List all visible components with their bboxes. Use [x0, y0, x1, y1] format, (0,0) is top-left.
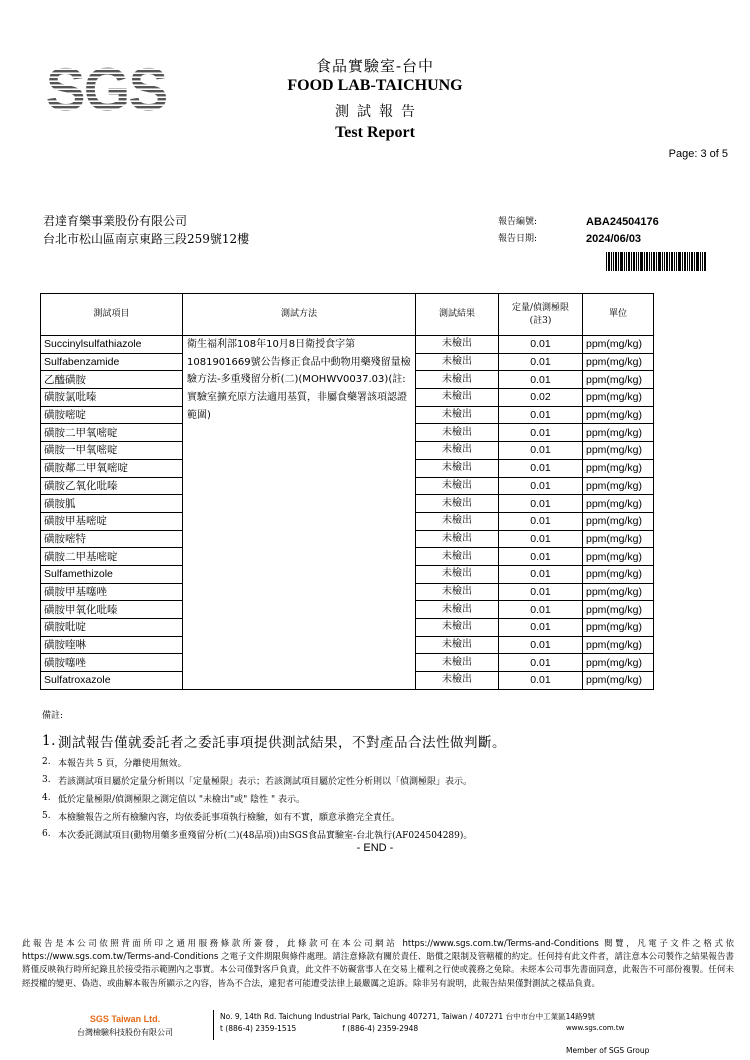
- footer-member: Member of SGS Group: [566, 1046, 650, 1055]
- footer-divider: [213, 1010, 214, 1040]
- test-limit: 0.01: [499, 565, 583, 583]
- footer-contact: [220, 1024, 464, 1033]
- lab-name-zh: 食品實驗室-台中: [315, 57, 435, 75]
- test-limit: 0.01: [499, 601, 583, 619]
- test-limit: 0.01: [499, 654, 583, 672]
- note-item: 6. 本次委託測試項目(動物用藥多重殘留分析(二)(48品項))由SGS食品實驗室-台北執行(AF024504289)。: [42, 829, 473, 841]
- test-result: 未檢出: [416, 389, 499, 407]
- test-item: 磺胺喹啉: [41, 636, 183, 654]
- test-result: 未檢出: [416, 619, 499, 637]
- footer: [0, 1008, 750, 1060]
- report-date-label: 報告日期:: [498, 234, 538, 244]
- notes: [42, 708, 506, 843]
- footer-brand-zh: 台灣檢驗科技股份有限公司: [77, 1028, 173, 1037]
- report-date: 2024/06/03: [586, 233, 642, 245]
- header-unit: 單位: [583, 294, 654, 336]
- test-result: 未檢出: [416, 353, 499, 371]
- test-item: 磺胺嘧特: [41, 530, 183, 548]
- note-item: 3. 若該測試項目屬於定量分析則以「定量極限」表示；若該測試項目屬於定性分析則以「偵測極限」表示。: [42, 775, 473, 787]
- test-limit: 0.01: [499, 512, 583, 530]
- test-limit: 0.01: [499, 548, 583, 566]
- lab-name-en: FOOD LAB-TAICHUNG: [287, 77, 463, 94]
- test-result: 未檢出: [416, 336, 499, 354]
- test-unit: ppm(mg/kg): [583, 672, 654, 690]
- header-item: 測試項目: [41, 294, 183, 336]
- test-item: Sulfamethizole: [41, 565, 183, 583]
- test-result: 未檢出: [416, 530, 499, 548]
- header-limit: 定量/偵測極限(註3): [499, 294, 583, 336]
- test-unit: ppm(mg/kg): [583, 406, 654, 424]
- test-item: 磺胺甲氧化吡嗪: [41, 601, 183, 619]
- test-limit: 0.01: [499, 459, 583, 477]
- footer-address: No. 9, 14th Rd. Taichung Industrial Park, Taichung 407271, Taiwan / 407271 台中市台中工業區14路9號: [220, 1012, 595, 1021]
- test-unit: ppm(mg/kg): [583, 619, 654, 637]
- table-header-row: [41, 294, 654, 336]
- test-unit: ppm(mg/kg): [583, 353, 654, 371]
- sgs-logo: [46, 58, 166, 116]
- test-item: 磺胺吡啶: [41, 619, 183, 637]
- test-unit: ppm(mg/kg): [583, 530, 654, 548]
- test-item: 磺胺嘧啶: [41, 406, 183, 424]
- test-result: 未檢出: [416, 459, 499, 477]
- test-item: 磺胺二甲基嘧啶: [41, 548, 183, 566]
- client-address: 台北市松山區南京東路三段259號12樓: [43, 232, 250, 246]
- test-result: 未檢出: [416, 371, 499, 389]
- test-limit: 0.01: [499, 477, 583, 495]
- test-result: 未檢出: [416, 548, 499, 566]
- test-result: 未檢出: [416, 636, 499, 654]
- test-unit: ppm(mg/kg): [583, 371, 654, 389]
- test-result: 未檢出: [416, 583, 499, 601]
- test-unit: ppm(mg/kg): [583, 548, 654, 566]
- test-unit: ppm(mg/kg): [583, 424, 654, 442]
- test-limit: 0.01: [499, 619, 583, 637]
- test-item: Sulfatroxazole: [41, 672, 183, 690]
- test-item: 乙醯磺胺: [41, 371, 183, 389]
- test-unit: ppm(mg/kg): [583, 389, 654, 407]
- test-item: 磺胺乙氧化吡嗪: [41, 477, 183, 495]
- test-unit: ppm(mg/kg): [583, 583, 654, 601]
- test-unit: ppm(mg/kg): [583, 654, 654, 672]
- test-result: 未檢出: [416, 442, 499, 460]
- table-row: [41, 336, 654, 354]
- disclaimer: 此報告是本公司依照背面所印之通用服務條款所簽發，此條款可在本公司網站 https://www.sgs.com.tw/Terms-and-Conditions 閱覽，凡電子文件之格式依 https://www.sgs.com.tw/Terms-and-Conditions 之電子文件期限與條件處理。請注意條款有關於責任、賠償之限制及管轄權的約定。任何持有此文件者，請注意本公司製作之結果報告書將僅反映執行時所紀錄且於接受指示範圍內之事實。本公司僅對客戶負責，此文件不妨礙當事人在交易上權利之行使或義務之免除。未經本公司事先書面同意，此報告不可部份複製。任何未經授權的變更、偽造、或曲解本報告所顯示之內容，皆為不合法，違犯者可能遭受法律上最嚴厲之追訴。除非另有說明，此報告結果僅對測試之樣品負責。: [22, 939, 734, 989]
- note-item: 5. 本檢驗報告之所有檢驗內容，均依委託事項執行檢驗，如有不實，願意承擔完全責任。: [42, 811, 401, 823]
- test-unit: ppm(mg/kg): [583, 512, 654, 530]
- footer-brand-en: SGS Taiwan Ltd.: [89, 1014, 161, 1024]
- end-marker: - END -: [356, 842, 394, 854]
- test-limit: 0.01: [499, 583, 583, 601]
- test-item: 磺胺氯吡嗪: [41, 389, 183, 407]
- test-result: 未檢出: [416, 654, 499, 672]
- footer-fax: f (886-4) 2359-2948: [342, 1024, 419, 1033]
- test-result: 未檢出: [416, 512, 499, 530]
- test-limit: 0.01: [499, 530, 583, 548]
- test-limit: 0.01: [499, 636, 583, 654]
- test-limit: 0.01: [499, 371, 583, 389]
- svg-text:SGS: SGS: [46, 58, 166, 116]
- test-unit: ppm(mg/kg): [583, 477, 654, 495]
- test-result: 未檢出: [416, 601, 499, 619]
- header-result: 測試結果: [416, 294, 499, 336]
- report-number-label: 報告編號:: [498, 217, 538, 227]
- test-result: 未檢出: [416, 565, 499, 583]
- header-method: 測試方法: [183, 294, 416, 336]
- test-item: Succinylsulfathiazole: [41, 336, 183, 354]
- test-unit: ppm(mg/kg): [583, 636, 654, 654]
- notes-title: 備註:: [42, 711, 64, 721]
- test-item: 磺胺二甲氧嘧啶: [41, 424, 183, 442]
- test-method: 衛生福利部108年10月8日衛授食字第1081901669號公告修正食品中動物用藥殘留量檢驗方法-多重殘留分析(二)(MOHWV0037.03)(註:實驗室擴充原方法適用基質，非屬食藥署該項認證範圍): [183, 336, 416, 690]
- test-item: 磺胺甲基噻唑: [41, 583, 183, 601]
- test-result: 未檢出: [416, 424, 499, 442]
- test-limit: 0.01: [499, 495, 583, 513]
- test-limit: 0.01: [499, 424, 583, 442]
- test-item: 磺胺甲基嘧啶: [41, 512, 183, 530]
- test-item: 磺胺胍: [41, 495, 183, 513]
- test-result: 未檢出: [416, 495, 499, 513]
- test-result: 未檢出: [416, 406, 499, 424]
- test-result: 未檢出: [416, 672, 499, 690]
- test-limit: 0.01: [499, 406, 583, 424]
- page-number: Page: 3 of 5: [668, 148, 728, 160]
- test-item: Sulfabenzamide: [41, 353, 183, 371]
- test-item: 磺胺一甲氧嘧啶: [41, 442, 183, 460]
- footer-website[interactable]: www.sgs.com.tw: [566, 1024, 625, 1032]
- test-item: 磺胺鄰二甲氧嘧啶: [41, 459, 183, 477]
- report-title-zh: 測試報告: [335, 104, 423, 120]
- test-unit: ppm(mg/kg): [583, 495, 654, 513]
- test-unit: ppm(mg/kg): [583, 459, 654, 477]
- note-item: 2. 本報告共 5 頁，分離使用無效。: [42, 757, 187, 769]
- test-unit: ppm(mg/kg): [583, 601, 654, 619]
- note-item: 4. 低於定量極限/偵測極限之測定值以 "未檢出"或" 陰性 " 表示。: [42, 793, 306, 805]
- test-limit: 0.01: [499, 353, 583, 371]
- test-unit: ppm(mg/kg): [583, 565, 654, 583]
- report-number: ABA24504176: [586, 216, 659, 228]
- test-unit: ppm(mg/kg): [583, 442, 654, 460]
- client-name: 君達育樂事業股份有限公司: [43, 214, 188, 228]
- report-meta: [498, 214, 659, 248]
- note-item: 1. 測試報告僅就委託者之委託事項提供測試結果，不對產品合法性做判斷。: [42, 733, 506, 751]
- test-result: 未檢出: [416, 477, 499, 495]
- test-limit: 0.01: [499, 336, 583, 354]
- results-table: [40, 293, 654, 690]
- report-title-en: Test Report: [335, 124, 415, 141]
- test-item: 磺胺噻唑: [41, 654, 183, 672]
- barcode: [606, 252, 706, 271]
- test-limit: 0.02: [499, 389, 583, 407]
- test-unit: ppm(mg/kg): [583, 336, 654, 354]
- test-limit: 0.01: [499, 442, 583, 460]
- test-limit: 0.01: [499, 672, 583, 690]
- footer-tel: t (886-4) 2359-1515: [220, 1024, 297, 1033]
- client-info: [43, 212, 249, 248]
